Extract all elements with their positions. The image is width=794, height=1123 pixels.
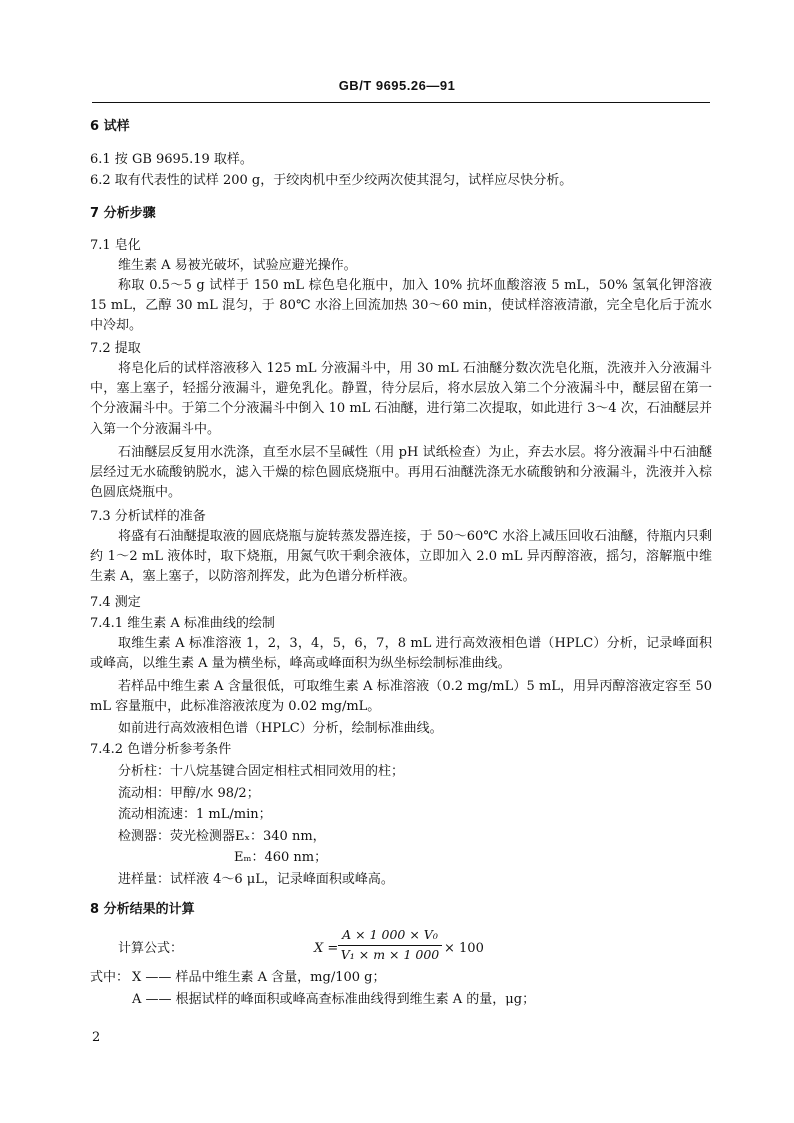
condition-flow-rate: 流动相流速：1 mL/min； xyxy=(118,807,272,822)
item-6-1: 6.1 按 GB 9695.19 取样。 xyxy=(90,152,253,167)
heading-7-4: 7.4 测定 xyxy=(90,595,141,610)
para-7-3-prep: 将盛有石油醚提取液的圆底烧瓶与旋转蒸发器连接，于 50～60℃ 水浴上减压回收石油醚，待瓶内只剩约 1～2 mL 液体时，取下烧瓶，用氮气吹干剩余液体，立即加入 2.0 mL 异丙醇溶液，摇匀，溶解瓶中维生素 A，塞上塞子，以防溶剂挥发，此为色谱分析样液。 xyxy=(90,529,712,585)
para-7-2-extract: 将皂化后的试样溶液移入 125 mL 分液漏斗中，用 30 mL 石油醚分数次洗皂化瓶，洗液并入分液漏斗中，塞上塞子，轻摇分液漏斗，避免乳化。静置，待分层后，将水层放入第二个分液漏斗中，醚层留在第一个分液漏斗中。于第二个分液漏斗中倒入 10 mL 石油醚，进行第二次提取，如此进行 3～4 次，石油醚层并入第一个分液漏斗中。 xyxy=(90,361,712,437)
condition-mobile-phase: 流动相：甲醇/水 98/2； xyxy=(118,785,260,801)
formula-fraction-bar xyxy=(338,945,442,946)
heading-7-3: 7.3 分析试样的准备 xyxy=(90,509,206,524)
where-label: 式中： xyxy=(90,970,130,985)
heading-7-1: 7.1 皂化 xyxy=(90,238,141,253)
section-8-title: 8 分析结果的计算 xyxy=(90,902,195,917)
para-7-4-1-curve: 取维生素 A 标准溶液 1，2，3，4，5，6，7，8 mL 进行高效液相色谱（HPLC）分析，记录峰面积或峰高，以维生素 A 量为横坐标，峰高或峰面积为纵坐标绘制标准曲线。 xyxy=(90,636,712,672)
formula-label: 计算公式： xyxy=(118,941,184,956)
section-7-title: 7 分析步骤 xyxy=(90,206,156,221)
condition-detector: 检测器：荧光检测器Eₓ：340 nm， xyxy=(118,828,326,844)
condition-injection: 进样量：试样液 4～6 μL，记录峰面积或峰高。 xyxy=(118,871,394,887)
heading-7-2: 7.2 提取 xyxy=(90,341,141,356)
para-7-1-light: 维生素 A 易被光破坏，试验应避光操作。 xyxy=(118,258,357,273)
heading-7-4-2: 7.4.2 色谱分析参考条件 xyxy=(90,742,232,757)
condition-emission: Eₘ：460 nm； xyxy=(234,850,328,865)
item-6-2: 6.2 取有代表性的试样 200 g，于绞肉机中至少绞两次使其混匀，试样应尽快分析。 xyxy=(90,173,573,188)
condition-column: 分析柱：十八烷基键合固定相柱式相同效用的柱； xyxy=(118,764,405,779)
header-rule xyxy=(92,102,710,103)
para-7-4-1-lowcontent: 若样品中维生素 A 含量很低，可取维生素 A 标准溶液（0.2 mg/mL）5 mL，用异丙醇溶液定容至 50 mL 容量瓶中，此标准溶液浓度为 0.02 mg/mL。 xyxy=(90,679,712,715)
formula-denominator: V₁ × m × 1 000 xyxy=(340,947,440,962)
para-7-4-1-repeat: 如前进行高效液相色谱（HPLC）分析，绘制标准曲线。 xyxy=(118,721,443,736)
page-number: 2 xyxy=(92,1030,101,1045)
hplc-conditions-list xyxy=(118,762,404,891)
section-6-title: 6 试样 xyxy=(90,119,130,134)
heading-7-4-1: 7.4.1 维生素 A 标准曲线的绘制 xyxy=(90,616,275,631)
para-7-1-saponify: 称取 0.5～5 g 试样于 150 mL 棕色皂化瓶中，加入 10% 抗坏血酸溶液 5 mL，50% 氢氧化钾溶液 15 mL，乙醇 30 mL 混匀，于 80℃ 水浴上回流加热 30～60 min，使试样溶液清澈，完全皂化后于流水中冷却。 xyxy=(90,278,712,334)
formula-factor: × 100 xyxy=(444,941,484,956)
variable-x-definition: X —— 样品中维生素 A 含量，mg/100 g； xyxy=(132,970,386,985)
para-7-2-wash: 石油醚层反复用水洗涤，直至水层不呈碱性（用 pH 试纸检查）为止，弃去水层。将分液漏斗中石油醚层经过无水硫酸钠脱水，滤入干燥的棕色圆底烧瓶中。再用石油醚洗涤无水硫酸钠和分液漏斗，洗液并入棕色圆底烧瓶中。 xyxy=(90,445,712,501)
formula-numerator: A × 1 000 × V₀ xyxy=(342,927,438,942)
variable-a-definition: A —— 根据试样的峰面积或峰高查标准曲线得到维生素 A 的量，μg； xyxy=(132,992,536,1007)
page-header-standard-code: GB/T 9695.26—91 xyxy=(338,78,456,93)
formula-lhs: X = xyxy=(314,941,339,956)
